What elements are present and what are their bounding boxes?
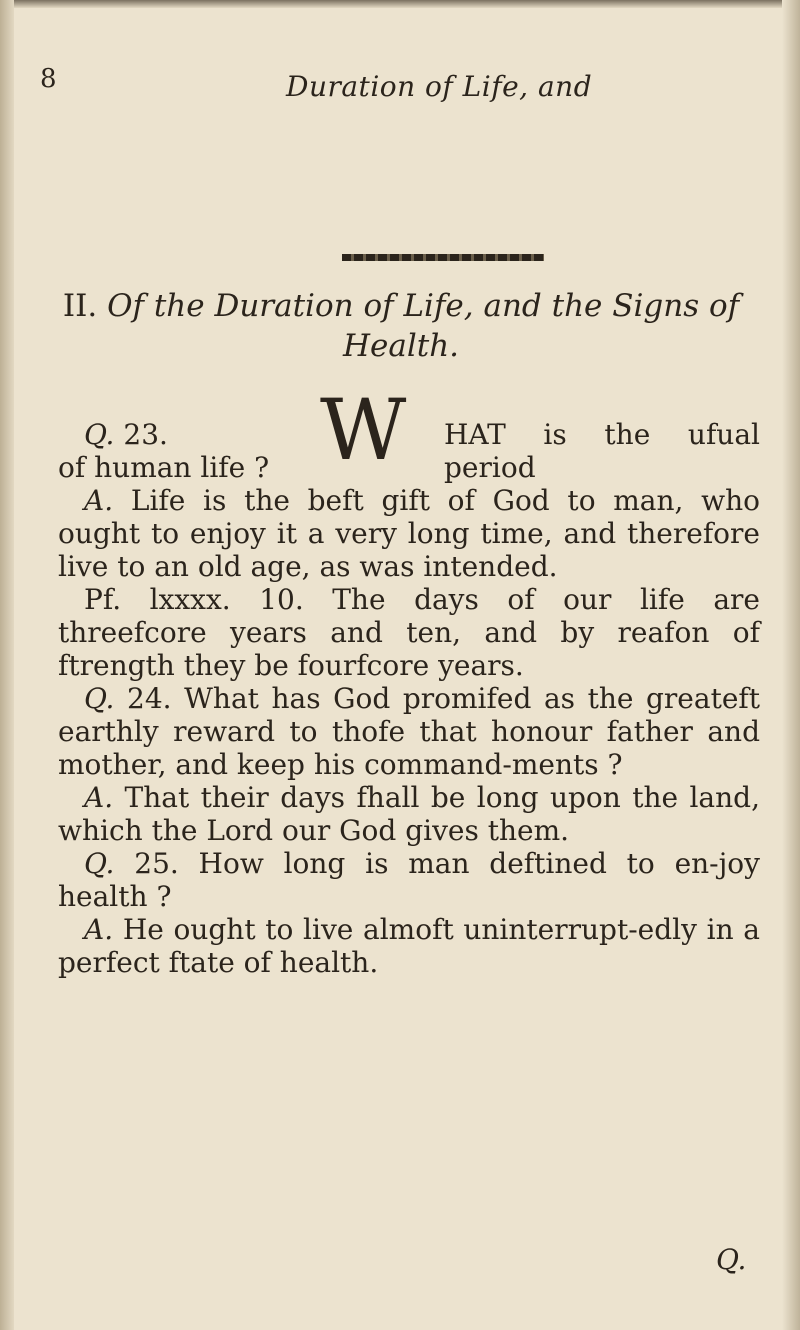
question-marker: Q.: [84, 682, 115, 715]
catchword: Q.: [716, 1243, 747, 1276]
answer-marker: A.: [84, 781, 114, 814]
chapter-ornament-rule: [342, 254, 544, 261]
question-24: [58, 682, 760, 781]
running-title: Duration of Life, and: [286, 70, 593, 103]
running-head: [36, 64, 756, 108]
answer-25-text: He ought to live almoft uninterrupt-edly in a perfect ftate of health.: [58, 913, 760, 979]
chapter-title: Of the Duration of Life, and the Signs of Health.: [107, 288, 740, 364]
answer-23: [58, 484, 760, 583]
answer-23-text: Life is the beft gift of God to man, who ought to enjoy it a very long time, and therefore live to an old age, as was intended.: [58, 484, 760, 583]
question-25: [58, 847, 760, 913]
question-25-text: 25. How long is man deftined to en-joy health ?: [58, 847, 760, 913]
question-number: 23.: [123, 418, 168, 451]
page-edge-left: [0, 0, 14, 1330]
answer-marker: A.: [84, 913, 114, 946]
answer-25: [58, 913, 760, 979]
page-number: 8: [40, 64, 57, 94]
answer-marker: A.: [84, 484, 114, 517]
chapter-number: II.: [62, 288, 98, 324]
drop-cap: W: [320, 381, 407, 479]
body-text: [58, 381, 760, 979]
answer-24-text: That their days fhall be long upon the land, which the Lord our God gives them.: [58, 781, 760, 847]
question-23-line2: of human life ?: [58, 451, 270, 484]
question-23-line1: HAT is the ufual period: [444, 418, 760, 484]
question-marker: Q.: [84, 847, 115, 880]
chapter-heading: [40, 286, 762, 366]
question-24-text: 24. What has God promifed as the greateft earthly reward to thofe that honour father and mother, and keep his command-ments ?: [58, 682, 760, 781]
answer-24: [58, 781, 760, 847]
psalm-reference: Pf. lxxxx. 10. The days of our life are threefcore years and ten, and by reafon of ftrength they be fourfcore years.: [58, 583, 760, 682]
question-marker: Q.: [84, 418, 115, 451]
page-edge-right: [782, 0, 800, 1330]
page-edge-top: [0, 0, 800, 8]
